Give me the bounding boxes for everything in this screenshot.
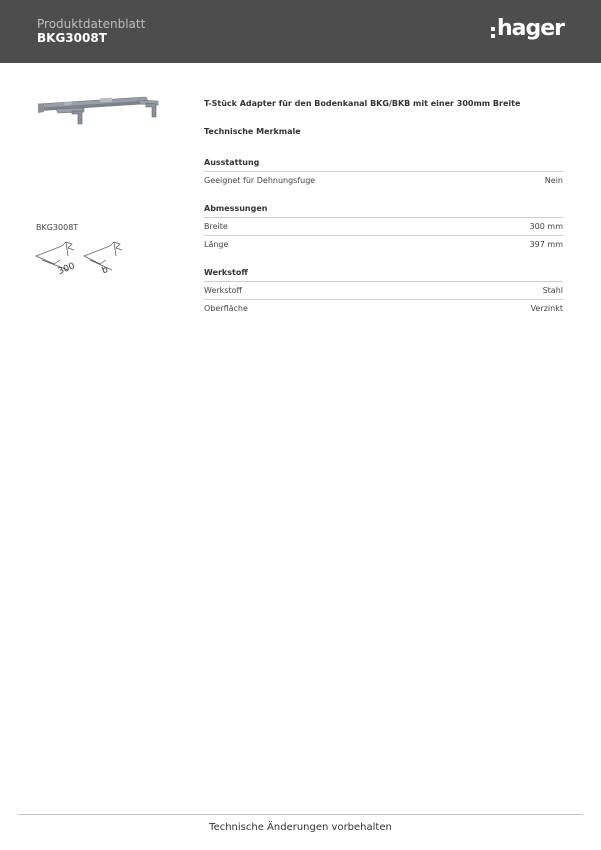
- document-type: Produktdatenblatt: [37, 17, 146, 31]
- spec-row: [204, 282, 563, 300]
- spec-content: [204, 98, 563, 318]
- footer-divider: [18, 814, 583, 815]
- section-ausstattung: [204, 157, 563, 190]
- section-heading: Werkstoff: [204, 267, 563, 282]
- section-werkstoff: [204, 267, 563, 318]
- spec-value: Verzinkt: [530, 304, 563, 313]
- logo-dots-icon: [491, 27, 495, 38]
- product-photo: [34, 92, 162, 132]
- product-title: T-Stück Adapter für den Bodenkanal BKG/BKB mit einer 300mm Breite: [204, 99, 521, 108]
- spec-value: 300 mm: [529, 222, 563, 231]
- dimension-b-label: b: [100, 264, 110, 277]
- spec-label: Länge: [204, 240, 229, 249]
- spec-subtitle: Technische Merkmale: [204, 127, 301, 136]
- spec-label: Oberfläche: [204, 304, 248, 313]
- dimension-drawing: [32, 234, 124, 278]
- spec-label: Breite: [204, 222, 228, 231]
- dimension-a-label: 300: [56, 261, 77, 278]
- spec-row: [204, 300, 563, 318]
- spec-label: Werkstoff: [204, 286, 242, 295]
- spec-label: Geeignet für Dehnungsfuge: [204, 176, 316, 185]
- section-heading: Ausstattung: [204, 157, 563, 172]
- spec-row: [204, 218, 563, 236]
- footer-note: Technische Änderungen vorbehalten: [209, 822, 392, 833]
- page-header: [0, 0, 601, 63]
- product-code: BKG3008T: [37, 31, 107, 45]
- spec-value: 397 mm: [529, 240, 563, 249]
- spec-row: [204, 172, 563, 190]
- logo-wordmark: hager: [497, 16, 565, 41]
- section-heading: Abmessungen: [204, 203, 563, 218]
- spec-value: Stahl: [542, 286, 563, 295]
- hager-logo: [491, 16, 564, 42]
- spec-value: Nein: [544, 176, 563, 185]
- section-abmessungen: [204, 203, 563, 254]
- spec-row: [204, 236, 563, 254]
- spec-sections: [204, 157, 563, 318]
- drawing-label: BKG3008T: [36, 223, 79, 232]
